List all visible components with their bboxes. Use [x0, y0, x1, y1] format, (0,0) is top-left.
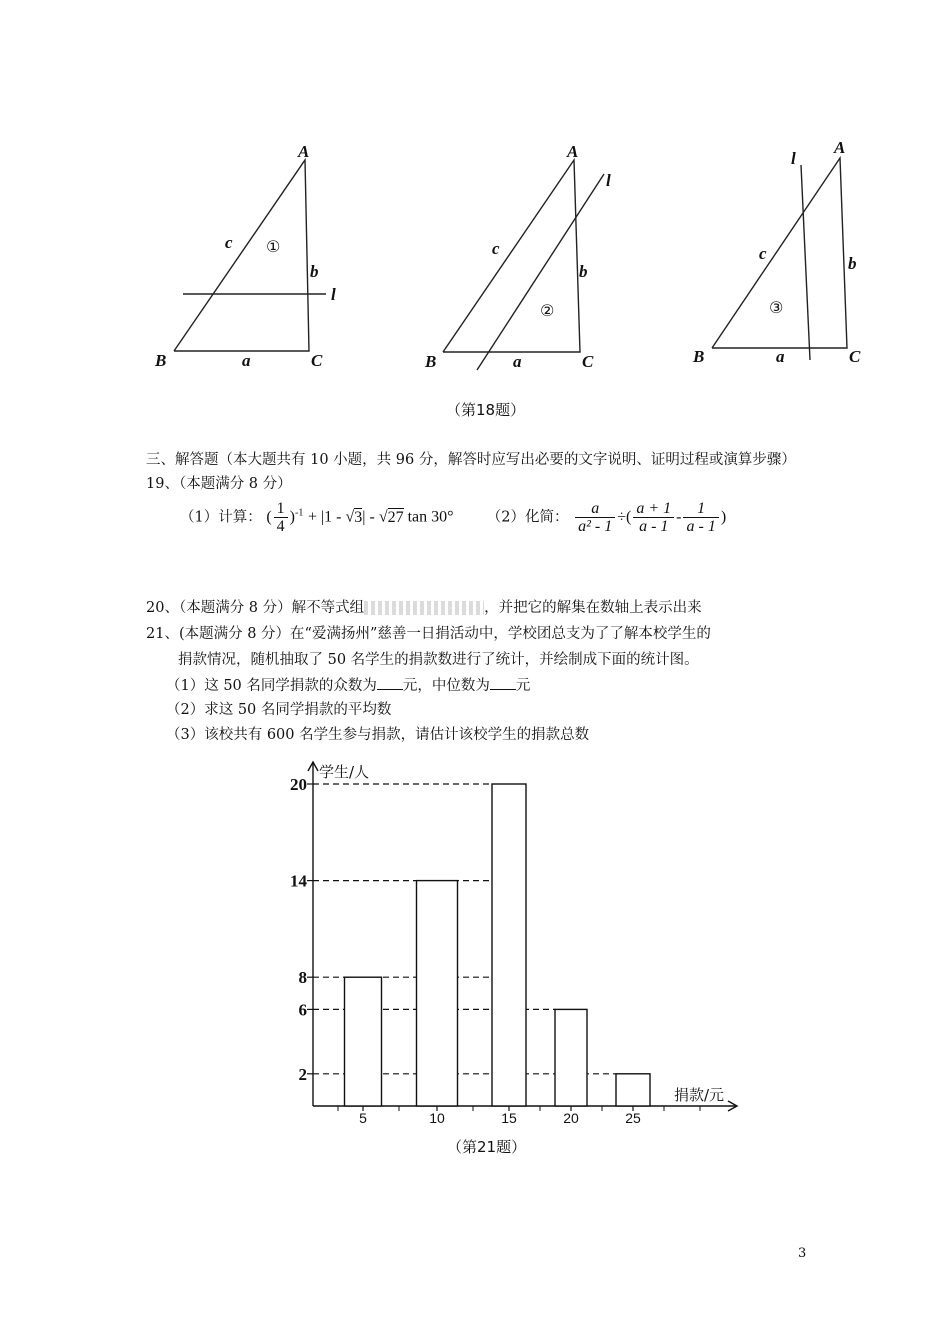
q19-sqrt3: 3	[354, 508, 363, 526]
q19-part2-label: （2）化简：	[486, 509, 569, 526]
q21-sub3: （3）该校共有 600 名学生参与捐款，请估计该校学生的捐款总数	[166, 727, 590, 743]
t3-l: l	[791, 149, 796, 168]
fig18-caption: （第18题）	[446, 401, 526, 419]
q21-line2: 捐款情况，随机抽取了 50 名学生的捐款数进行了统计，并绘制成下面的统计图。	[178, 652, 699, 668]
x-tick-label-20: 20	[563, 1110, 579, 1126]
figure-18	[0, 0, 950, 420]
mode-blank[interactable]	[377, 675, 403, 690]
t1-B: B	[155, 351, 167, 370]
q19-abs-open: + |1 -	[307, 508, 346, 526]
y-tick-label-8: 8	[298, 968, 307, 988]
x-axis-label: 捐款/元	[674, 1086, 725, 1104]
t2-A: A	[567, 142, 579, 161]
inequality-system-image	[364, 601, 484, 615]
t2-B: B	[425, 352, 437, 371]
t3-c: c	[759, 244, 767, 263]
median-blank[interactable]	[490, 675, 516, 690]
q20-line	[146, 598, 702, 618]
t2-b: b	[579, 262, 588, 281]
q21-sub1: （1）这 50 名同学捐款的众数为 元，中位数为 元	[166, 675, 530, 696]
q19-fraction-a: $\frac{a}{\text{a² - 1}}$	[575, 500, 615, 535]
t3-b: b	[848, 254, 857, 273]
triangle-1	[174, 160, 309, 351]
q19-sqrt27: 27	[387, 508, 404, 526]
q20-text-pre: 20、（本题满分 8 分）解不等式组	[146, 600, 365, 616]
chart-caption: （第21题）	[447, 1138, 527, 1156]
t1-a: a	[242, 351, 251, 370]
t2-l: l	[606, 171, 611, 190]
t2-c: c	[492, 239, 500, 258]
q19-exponent: -1	[295, 507, 304, 519]
t3-A: A	[834, 138, 846, 157]
q21-sub2: （2）求这 50 名同学捐款的平均数	[166, 702, 392, 718]
t1-C: C	[311, 351, 323, 370]
line-l-3	[801, 165, 810, 360]
bar-10	[417, 881, 458, 1106]
q19-fraction-1-4: $\frac{1}{4}$	[274, 500, 288, 535]
bar-25	[616, 1074, 650, 1106]
t2-number: ②	[540, 301, 555, 320]
q19-fraction-a-plus-1: $\frac{a + 1}{a - 1}$	[633, 500, 674, 535]
bar-20	[555, 1009, 587, 1106]
q19-heading: 19、（本题满分 8 分）	[146, 476, 292, 492]
x-tick-label-25: 25	[625, 1110, 641, 1126]
triangle-2	[443, 160, 580, 352]
t3-a: a	[776, 347, 785, 366]
q19-part1-label: （1）计算：	[180, 509, 262, 526]
x-tick-label-5: 5	[359, 1110, 367, 1126]
bar-15	[492, 784, 526, 1106]
t1-l: l	[331, 285, 336, 304]
x-axis-arrow	[728, 1101, 737, 1111]
bar-5	[345, 977, 382, 1106]
y-axis-arrow	[308, 762, 318, 771]
y-tick-label-14: 14	[290, 871, 307, 891]
q19-divide: ÷(	[617, 508, 632, 526]
q19-minus: -	[676, 508, 682, 526]
x-tick-label-15: 15	[501, 1110, 517, 1126]
triangle-3	[712, 158, 847, 348]
t1-number: ①	[266, 237, 281, 256]
y-axis-label: 学生/人	[319, 763, 370, 781]
q20-text-post: ，并把它的解集在数轴上表示出来	[484, 600, 702, 616]
q21-line1: 21、(本题满分 8 分）在“爱满扬州”慈善一日捐活动中，学校团总支为了了解本校学生的	[146, 626, 711, 642]
t2-a: a	[513, 352, 522, 371]
page-number: 3	[798, 1246, 807, 1261]
q19-abs-close: | -	[362, 508, 379, 526]
t1-A: A	[298, 142, 310, 161]
section-3-heading: 三、解答题（本大题共有 10 小题，共 96 分，解答时应写出必要的文字说明、证明过程或演算步骤）	[146, 452, 796, 468]
y-tick-label-6: 6	[298, 1000, 307, 1020]
y-tick-label-20: 20	[290, 775, 307, 794]
q19-math: （1）计算： ( $\frac{1}{4}$ )$^{-1}$ + |1 - √3| - √27 tan 30° （2）化简： $\frac{a}{\text{a² - 1}}$ ÷( $\frac{a + 1}{a - 1}$ - $\frac{1}{a - 1}$ )	[180, 500, 727, 535]
y-tick-label-2: 2	[298, 1064, 307, 1084]
t3-C: C	[849, 347, 861, 366]
q19-fraction-1-over: $\frac{1}{a - 1}$	[683, 500, 718, 535]
t3-number: ③	[769, 298, 784, 317]
q19-tan30: tan 30°	[403, 508, 454, 526]
t3-B: B	[693, 347, 705, 366]
x-tick-label-10: 10	[429, 1110, 445, 1126]
t1-c: c	[225, 233, 233, 252]
t2-C: C	[582, 352, 594, 371]
t1-b: b	[310, 262, 319, 281]
q19-close-paren: )	[720, 508, 727, 526]
